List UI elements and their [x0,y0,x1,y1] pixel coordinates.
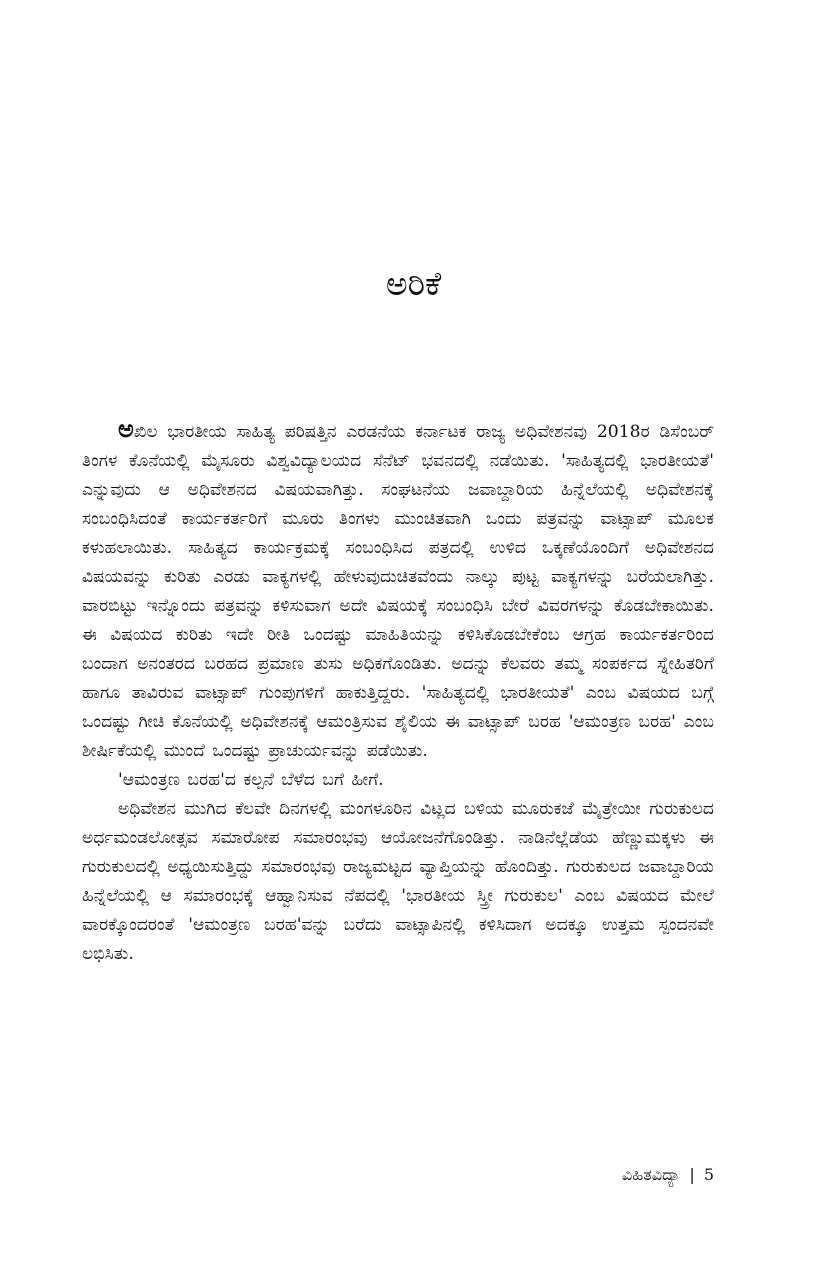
paragraph-1 [82,414,714,766]
footer-book-title: ವಿಹಿತವಿದ್ಯಾ [621,1165,681,1184]
chapter-title: ಅರಿಕೆ [385,264,442,303]
paragraph-1-text: ಖಿಲ ಭಾರತೀಯ ಸಾಹಿತ್ಯ ಪರಿಷತ್ತಿನ ಎರಡನೆಯ ಕರ್ನಾಟಕ ರಾಜ್ಯ ಅಧಿವೇಶನವು 2018ರ ಡಿಸೆಂಬರ್ ತಿಂಗಳ ಕೊನೆಯಲ್ಲಿ ಮೈಸೂರು ವಿಶ್ವವಿದ್ಯಾಲಯದ ಸೆನೆಟ್ ಭವನದಲ್ಲಿ ನಡೆಯಿತು. 'ಸಾಹಿತ್ಯದಲ್ಲಿ ಭಾರತೀಯತೆ' ಎನ್ನುವುದು ಆ ಅಧಿವೇಶನದ ವಿಷಯವಾಗಿತ್ತು. ಸಂಘಟನೆಯ ಜವಾಬ್ದಾರಿಯ ಹಿನ್ನೆಲೆಯಲ್ಲಿ ಅಧಿವೇಶನಕ್ಕೆ ಸಂಬಂಧಿಸಿದಂತೆ ಕಾರ್ಯಕರ್ತರಿಗೆ ಮೂರು ತಿಂಗಳು ಮುಂಚಿತವಾಗಿ ಒಂದು ಪತ್ರವನ್ನು ವಾಟ್ಸಾಪ್ ಮೂಲಕ ಕಳುಹಲಾಯಿತು. ಸಾಹಿತ್ಯದ ಕಾರ್ಯಕ್ರಮಕ್ಕೆ ಸಂಬಂಧಿಸಿದ ಪತ್ರದಲ್ಲಿ ಉಳಿದ ಒಕ್ಕಣೆಯೊಂದಿಗೆ ಅಧಿವೇಶನದ ವಿಷಯವನ್ನು ಕುರಿತು ಎರಡು ವಾಕ್ಯಗಳಲ್ಲಿ ಹೇಳುವುದುಚಿತವೆಂದು ನಾಲ್ಕು ಪುಟ್ಟ ವಾಕ್ಯಗಳನ್ನು ಬರೆಯಲಾಗಿತ್ತು. ವಾರಬಿಟ್ಟು ಇನ್ನೊಂದು ಪತ್ರವನ್ನು ಕಳಿಸುವಾಗ ಅದೇ ವಿಷಯಕ್ಕೆ ಸಂಬಂಧಿಸಿ ಬೇರೆ ವಿವರಗಳನ್ನು ಕೊಡಬೇಕಾಯಿತು. ಈ ವಿಷಯದ ಕುರಿತು ಇದೇ ರೀತಿ ಒಂದಷ್ಟು ಮಾಹಿತಿಯನ್ನು ಕಳಿಸಿಕೊಡಬೇಕೆಂಬ ಆಗ್ರಹ ಕಾರ್ಯಕರ್ತರಿಂದ ಬಂದಾಗ ಅನಂತರದ ಬರಹದ ಪ್ರಮಾಣ ತುಸು ಅಧಿಕಗೊಂಡಿತು. ಅದನ್ನು ಕೆಲವರು ತಮ್ಮ ಸಂಪರ್ಕದ ಸ್ನೇಹಿತರಿಗೆ ಹಾಗೂ ತಾವಿರುವ ವಾಟ್ಸಾಪ್ ಗುಂಪುಗಳಿಗೆ ಹಾಕುತ್ತಿದ್ದರು. 'ಸಾಹಿತ್ಯದಲ್ಲಿ ಭಾರತೀಯತೆ' ಎಂಬ ವಿಷಯದ ಬಗ್ಗೆ ಒಂದಷ್ಟು ಗೀಚಿ ಕೊನೆಯಲ್ಲಿ ಅಧಿವೇಶನಕ್ಕೆ ಆಮಂತ್ರಿಸುವ ಶೈಲಿಯ ಈ ವಾಟ್ಸಾಪ್ ಬರಹ 'ಆಮಂತ್ರಣ ಬರಹ' ಎಂಬ ಶೀರ್ಷಿಕೆಯಲ್ಲಿ ಮುಂದೆ ಒಂದಷ್ಟು ಪ್ರಾಚುರ್ಯವನ್ನು ಪಡೆಯಿತು. [82,422,714,761]
paragraph-3: ಅಧಿವೇಶನ ಮುಗಿದ ಕೆಲವೇ ದಿನಗಳಲ್ಲಿ ಮಂಗಳೂರಿನ ವಿಟ್ಲದ ಬಳಿಯ ಮೂರುಕಜೆ ಮೈತ್ರೇಯೀ ಗುರುಕುಲದ ಅರ್ಧಮಂಡಲೋತ್ಸವ ಸಮಾರೋಪ ಸಮಾರಂಭವು ಆಯೋಜನೆಗೊಂಡಿತ್ತು. ನಾಡಿನೆಲ್ಲೆಡೆಯ ಹೆಣ್ಣುಮಕ್ಕಳು ಈ ಗುರುಕುಲದಲ್ಲಿ ಅಧ್ಯಯಿಸುತ್ತಿದ್ದು ಸಮಾರಂಭವು ರಾಜ್ಯಮಟ್ಟದ ವ್ಯಾಪ್ತಿಯನ್ನು ಹೊಂದಿತ್ತು. ಗುರುಕುಲದ ಜವಾಬ್ದಾರಿಯ ಹಿನ್ನೆಲೆಯಲ್ಲಿ ಆ ಸಮಾರಂಭಕ್ಕೆ ಆಹ್ವಾನಿಸುವ ನೆಪದಲ್ಲಿ 'ಭಾರತೀಯ ಸ್ತ್ರೀ ಗುರುಕುಲ' ಎಂಬ ವಿಷಯದ ಮೇಲೆ ವಾರಕ್ಕೊಂದರಂತೆ 'ಆಮಂತ್ರಣ ಬರಹ'ವನ್ನು ಬರೆದು ವಾಟ್ಸಾಪಿನಲ್ಲಿ ಕಳಿಸಿದಾಗ ಅದಕ್ಕೂ ಉತ್ತಮ ಸ್ಪಂದನವೇ ಲಭಿಸಿತು. [82,799,714,964]
drop-cap-letter: ಅ [118,414,134,443]
page-number: 5 [703,1165,714,1184]
paragraph-2: 'ಆಮಂತ್ರಣ ಬರಹ'ದ ಕಲ್ಪನೆ ಬೆಳೆದ ಬಗೆ ಹೀಗೆ. [118,770,384,790]
body-text [82,414,714,969]
footer-separator: | [689,1165,695,1184]
page-footer [622,1164,714,1186]
